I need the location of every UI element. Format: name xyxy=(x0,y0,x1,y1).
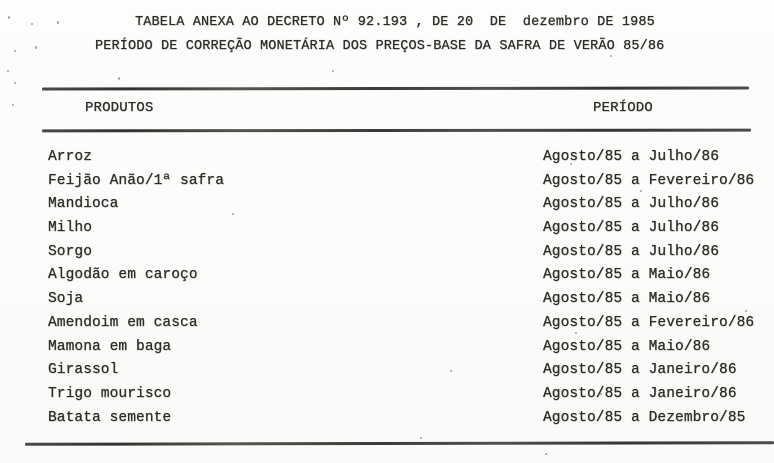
product-cell: Batata semente xyxy=(48,409,172,426)
product-cell: Algodão em caroço xyxy=(48,267,198,284)
scan-speck xyxy=(575,332,577,334)
product-cell: Milho xyxy=(48,220,93,237)
scan-speck xyxy=(745,310,747,312)
product-cell: Girassol xyxy=(48,362,119,379)
table-row xyxy=(0,193,774,217)
period-cell: Agosto/85 a Fevereiro/86 xyxy=(543,314,755,331)
period-cell: Agosto/85 a Janeiro/86 xyxy=(543,385,737,402)
product-cell: Amendoim em casca xyxy=(48,314,198,331)
table-row xyxy=(0,359,774,383)
scan-speck xyxy=(57,21,59,24)
table-row xyxy=(0,312,774,336)
scan-speck xyxy=(14,82,16,84)
product-cell: Feijão Anão/1ª safra xyxy=(48,172,225,189)
scan-speck xyxy=(640,190,642,192)
period-cell: Agosto/85 a Julho/86 xyxy=(543,149,720,165)
table-row xyxy=(0,288,774,312)
scan-speck xyxy=(31,23,33,25)
table-body xyxy=(0,146,774,430)
column-header-period: PERÍODO xyxy=(593,100,653,116)
scan-speck xyxy=(450,370,452,372)
product-cell: Sorgo xyxy=(48,243,93,260)
period-cell: Agosto/85 a Julho/86 xyxy=(543,220,720,237)
document-title-line-1: TABELA ANEXA AO DECRETO Nº 92.193 , DE 20 DE dezembro DE 1985 xyxy=(135,15,655,30)
table-row xyxy=(0,383,774,407)
product-cell: Mandioca xyxy=(48,196,119,213)
period-cell: Agosto/85 a Maio/86 xyxy=(543,338,711,355)
table-row xyxy=(0,336,774,360)
scan-speck xyxy=(8,16,10,19)
table-top-divider xyxy=(42,87,749,91)
period-cell: Agosto/85 a Maio/86 xyxy=(543,291,711,308)
document-title-line-2: PERÍODO DE CORREÇÃO MONETÁRIA DOS PREÇOS-BASE DA SAFRA DE VERÃO 85/86 xyxy=(95,39,665,54)
period-cell: Agosto/85 a Janeiro/86 xyxy=(543,362,737,379)
scan-speck xyxy=(118,77,120,80)
table-row xyxy=(0,241,774,265)
period-cell: Agosto/85 a Julho/86 xyxy=(543,243,720,260)
scan-speck xyxy=(600,393,602,395)
scan-speck xyxy=(35,46,37,49)
product-cell: Arroz xyxy=(48,149,93,165)
column-header-products: PRODUTOS xyxy=(85,100,154,116)
table-row xyxy=(0,170,774,194)
table-header-divider xyxy=(42,129,751,132)
table-row xyxy=(0,264,774,288)
period-cell: Agosto/85 a Julho/86 xyxy=(543,196,720,213)
period-cell: Agosto/85 a Fevereiro/86 xyxy=(543,172,755,189)
scan-speck xyxy=(420,437,422,439)
scan-speck xyxy=(610,55,612,57)
period-cell: Agosto/85 a Maio/86 xyxy=(543,267,711,284)
table-row xyxy=(0,407,774,431)
scan-speck xyxy=(570,163,572,165)
scan-speck xyxy=(7,70,9,72)
scan-speck xyxy=(232,213,234,215)
scan-speck xyxy=(545,453,547,455)
table-row xyxy=(0,217,774,241)
product-cell: Soja xyxy=(48,291,84,308)
period-cell: Agosto/85 a Dezembro/85 xyxy=(543,409,746,426)
scan-speck xyxy=(14,50,16,52)
table-bottom-divider xyxy=(25,441,774,445)
table-row xyxy=(0,146,774,170)
product-cell: Mamona em baga xyxy=(48,338,172,355)
product-cell: Trigo mourisco xyxy=(48,385,172,402)
scan-speck xyxy=(332,70,334,72)
scan-speck xyxy=(12,104,14,106)
